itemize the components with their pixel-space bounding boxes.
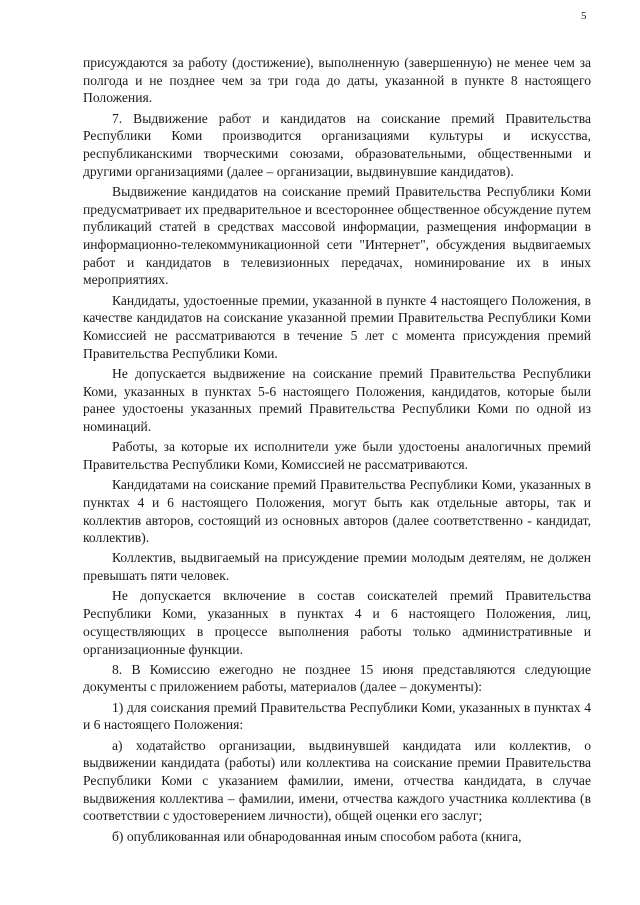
paragraph-public-discussion: Выдвижение кандидатов на соискание премий Правительства Республики Коми предусматривает их предварительное и всестороннее общественное обсуждение путем публикаций статей в средствах массовой информации, размещения информации в информационно-телекоммуникационной сети "Интернет", обсуждения выдвигаемых работ и кандидатов в телевизионных передачах, номинирование их в иных мероприятиях. [83, 183, 591, 288]
document-body [83, 54, 591, 848]
paragraph-admin-exclusion: Не допускается включение в состав соискателей премий Правительства Республики Коми, указанных в пунктах 4 и 6 настоящего Положения, лиц, осуществляющих в процессе выполнения работы только административные и организационные функции. [83, 588, 591, 657]
paragraph-team-size: Коллектив, выдвигаемый на присуждение премии молодым деятелям, не должен превышать пяти человек. [83, 550, 591, 584]
paragraph-clause-7: 7. Выдвижение работ и кандидатов на соискание премий Правительства Республики Коми производится организациями культуры и искусства, республиканскими творческими союзами, образовательными, общественными и другими организациями (далее – организации, выдвинувшие кандидатов). [83, 110, 591, 179]
page-number: 5 [581, 10, 587, 22]
paragraph-clause-8: 8. В Комиссию ежегодно не позднее 15 июня представляются следующие документы с приложением работы, материалов (далее – документы): [83, 661, 591, 695]
paragraph-item-b: б) опубликованная или обнародованная иным способом работа (книга, [112, 828, 522, 844]
paragraph-previous-laureates: Кандидаты, удостоенные премии, указанной в пункте 4 настоящего Положения, в качестве кандидатов на соискание указанной премии Правительства Республики Коми Комиссией не рассматриваются в течение 5 лет с момента присуждения премий Правительства Республики Коми. [83, 292, 591, 361]
paragraph-candidates-definition: Кандидатами на соискание премий Правительства Республики Коми, указанных в пунктах 4 и 6 настоящего Положения, могут быть как отдельные авторы, так и коллектив авторов, состоящий из основных авторов (далее соответственно - кандидат, коллектив). [83, 477, 591, 546]
paragraph-item-1: 1) для соискания премий Правительства Республики Коми, указанных в пунктах 4 и 6 настоящего Положения: [83, 699, 591, 733]
paragraph-item-a: а) ходатайство организации, выдвинувшей кандидата или коллектив, о выдвижении кандидата (работы) или коллектива на соискание премии Правительства Республики Коми с указанием фамилии, имени, отчества кандидата, в случае выдвижения коллектива – фамилии, имени, отчества каждого участника коллектива (в соответствии с удостоверением личности), общей оценки его заслуг; [83, 737, 591, 824]
paragraph-no-repeat-nomination: Не допускается выдвижение на соискание премий Правительства Республики Коми, указанных в пунктах 5-6 настоящего Положения, кандидатов, которые были ранее удостоены указанных премий Правительства Республики Коми по одной из номинаций. [83, 365, 591, 435]
paragraph-awarded-works: Работы, за которые их исполнители уже были удостоены аналогичных премий Правительства Республики Коми, Комиссией не рассматриваются. [83, 439, 591, 472]
paragraph-award-period: присуждаются за работу (достижение), выполненную (завершенную) не менее чем за полгода и не позднее чем за три года до даты, указанной в пункте 8 настоящего Положения. [83, 55, 591, 106]
